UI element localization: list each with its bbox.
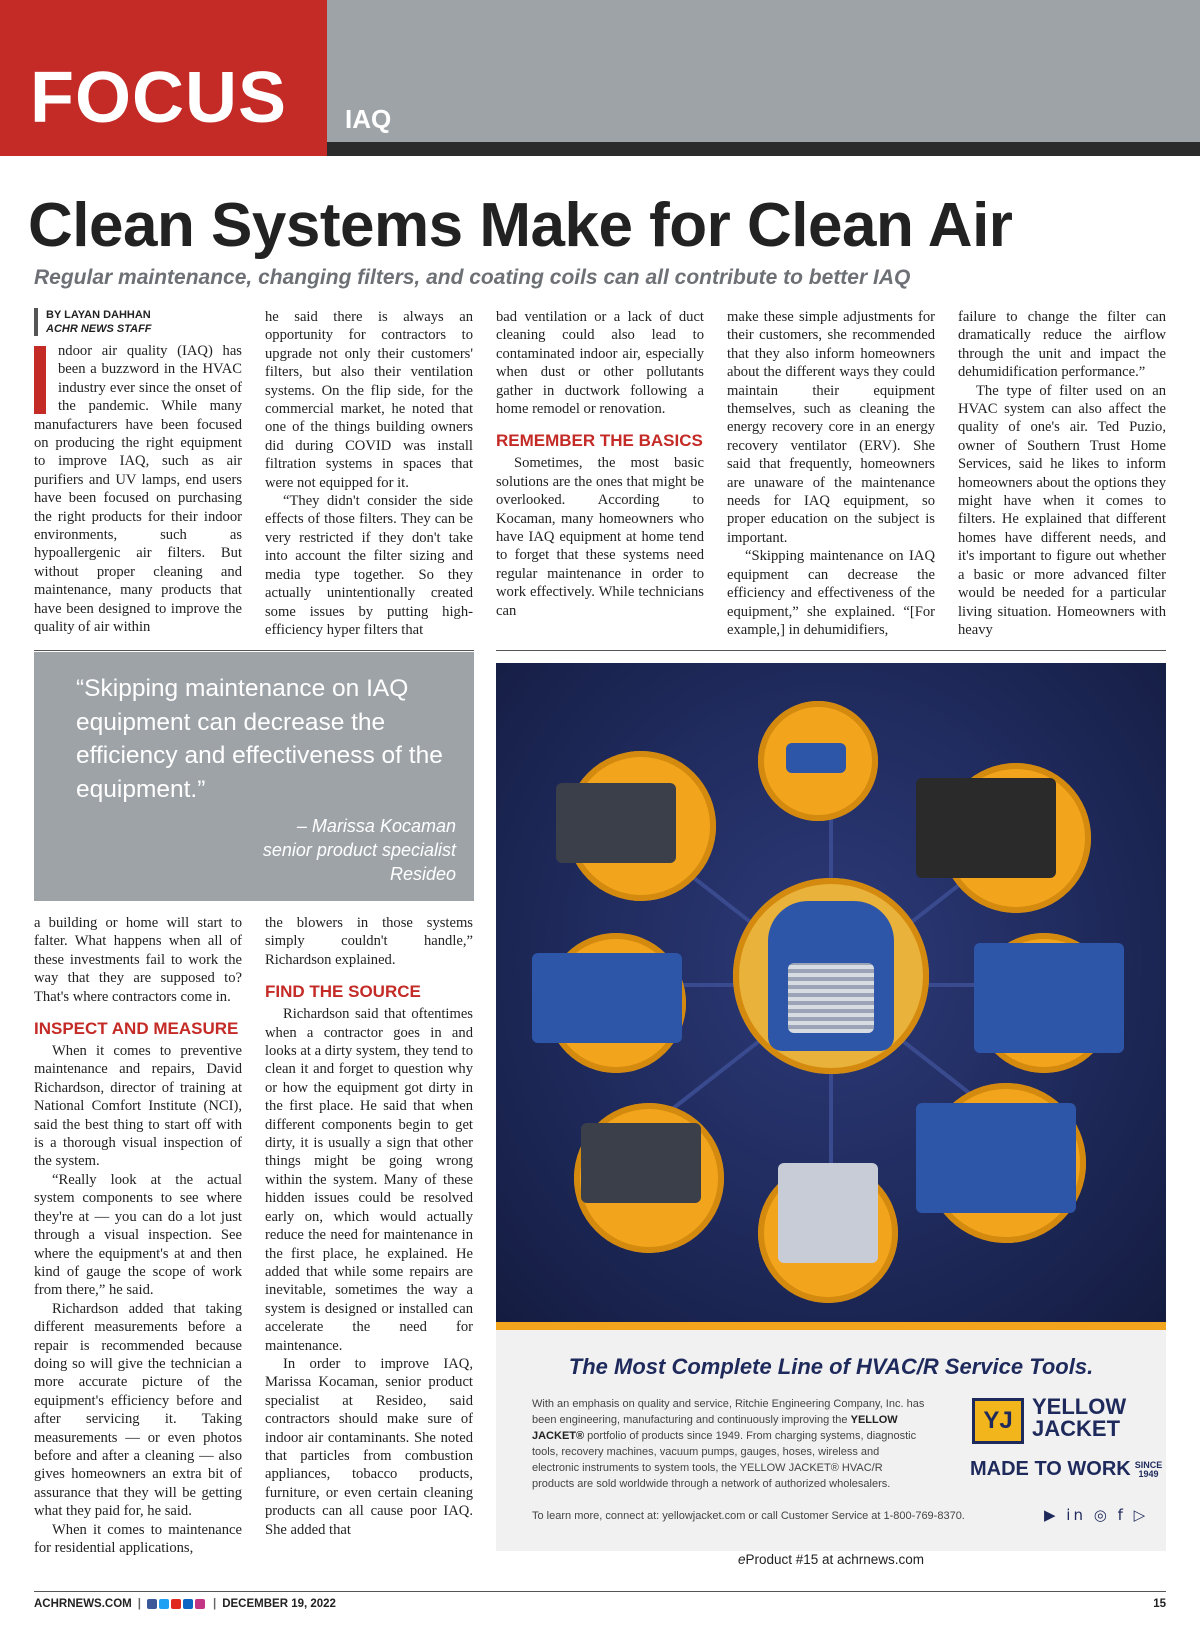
pull-quote-name: – Marissa Kocaman <box>296 816 456 836</box>
yellow-jacket-wordmark <box>1032 1396 1126 1440</box>
ad-contact: To learn more, connect at: yellowjacket.com or call Customer Service at 1-800-769-8370. <box>532 1510 965 1522</box>
focus-label: FOCUS <box>30 58 287 138</box>
pull-quote-text: “Skipping maintenance on IAQ equipment can decrease the efficiency and effectiveness of the equipment.” <box>76 675 443 803</box>
coupler-case-icon <box>974 943 1124 1053</box>
column-2-bottom <box>265 914 473 1539</box>
paragraph: In order to improve IAQ, Marissa Kocaman, senior product specialist at Resideo, said contractors should make sure of indoor air contaminants. She noted that particles from combustion appliances, tobacco products, furniture, or even certain cleaning products can all cause poor IAQ. She added that <box>265 1355 473 1538</box>
paragraph: make these simple adjustments for their customers, she recommended that they also inform homeowners about the different ways they could maintain their equipment themselves, such as cleaning the energy recovery core in an energy recovery ventilator (ERV). She said that frequently, homeowners are unaware of the maintenance needs for IAQ equipment, so proper education on the subject is important. <box>727 309 935 546</box>
section-banner <box>327 0 1200 142</box>
ad-title: The Most Complete Line of HVAC/R Service Tools. <box>568 1354 1094 1379</box>
since-label: SINCE <box>1134 1459 1163 1470</box>
paragraph: “Skipping maintenance on IAQ equipment can decrease the efficiency and effectiveness of the equipment,” she explained. “[For example,] in dehumidifiers, <box>727 548 935 638</box>
vacuum-pump-2-icon <box>581 1123 701 1203</box>
ad-stripe <box>496 1322 1166 1330</box>
vacuum-pump-icon <box>556 783 676 863</box>
divider <box>496 650 1166 651</box>
divider <box>34 650 474 651</box>
paragraph: “Really look at the actual system components to see where they're at — you can do a lot just through a visual inspection. See where the equipment's at and then kind of gauge the scope of work from there,” he said. <box>34 1171 242 1299</box>
page-footer <box>34 1598 1166 1610</box>
paragraph: the blowers in those systems simply couldn't handle,” Richardson explained. <box>265 915 473 968</box>
eproduct-link[interactable] <box>496 1552 1166 1567</box>
ad-body <box>532 1396 927 1492</box>
yellow-jacket-logo-icon: YJ <box>972 1398 1024 1444</box>
made-to-work-tagline <box>970 1458 1162 1481</box>
byline <box>34 308 242 336</box>
since-year: 1949 <box>1138 1468 1159 1479</box>
logo-line: JACKET <box>1032 1416 1121 1441</box>
page-number: 15 <box>1153 1598 1166 1610</box>
footer-separator: | <box>212 1598 217 1610</box>
pull-quote-company: Resideo <box>389 864 456 884</box>
tagline-text: MADE TO WORK <box>970 1458 1131 1480</box>
column-2-top <box>265 308 473 639</box>
twitter-icon[interactable] <box>159 1599 169 1609</box>
paragraph: When it comes to maintenance for residential applications, <box>34 1521 242 1556</box>
footer-date: DECEMBER 19, 2022 <box>222 1598 336 1610</box>
footer-rule <box>34 1591 1166 1592</box>
pull-quote-attribution <box>76 814 456 886</box>
column-3-top <box>496 308 704 620</box>
pull-quote-title: senior product specialist <box>262 840 456 860</box>
article-deck: Regular maintenance, changing filters, and coating coils can all contribute to better IAQ <box>34 266 911 289</box>
column-4-top <box>727 308 935 639</box>
tool-kit-case-icon <box>916 1103 1076 1213</box>
since-badge <box>1135 1461 1163 1479</box>
banner-underline <box>327 142 1200 156</box>
drop-cap <box>34 346 46 414</box>
byline-author: BY LAYAN DAHHAN <box>46 309 151 321</box>
article-headline: Clean Systems Make for Clean Air <box>28 191 1013 260</box>
paragraph: Richardson added that taking different measurements before a repair is recommended because doing so will give the technician a more accurate picture of the equipment's efficiency before and after servicing it. Taking measurements — or even photos before and after a cleaning — also gives homeowners an extra bit of assurance that they will be getting what they paid for, he said. <box>34 1300 242 1520</box>
column-1-top <box>34 308 242 637</box>
eproduct-text: Product #15 at achrnews.com <box>745 1552 925 1567</box>
subhead-find-source: FIND THE SOURCE <box>265 982 421 1002</box>
paragraph: “They didn't consider the side effects of those filters. They can be very restricted if they don't take into account the filter sizing and media type together. So they actually unintentionally created some issues by putting high-efficiency hyper filters that <box>265 493 473 638</box>
paragraph: The type of filter used on an HVAC system can also affect the quality of one's air. Ted Puzio, owner of Southern Trust Home Services, said he likes to inform homeowners about the options they might have when it comes to filters. He explained that different homes have different needs, and it's important to figure out whether a basic or more advanced filter would be needed for a particular living situation. Homeowners with heavy <box>958 382 1166 638</box>
flaring-tool-kit-icon <box>532 953 682 1043</box>
footer-site[interactable]: ACHRNEWS.COM <box>34 1598 132 1610</box>
ad-social-icons[interactable]: ▶ in ◎ f ▷ <box>1044 1506 1149 1524</box>
advertisement-image <box>496 663 1166 1322</box>
eproduct-prefix: e <box>737 1552 746 1567</box>
subhead-inspect-measure: INSPECT AND MEASURE <box>34 1019 239 1039</box>
column-5-top <box>958 308 1166 639</box>
subhead-remember-basics: REMEMBER THE BASICS <box>496 431 703 451</box>
facebook-icon[interactable] <box>147 1599 157 1609</box>
ad-copy-panel <box>496 1330 1166 1551</box>
paragraph: failure to change the filter can dramatically reduce the airflow through the unit and impact the dehumidification performance.” <box>958 309 1166 381</box>
paragraph: ndoor air quality (IAQ) has been a buzzword in the HVAC industry ever since the onset of the pandemic. While many manufacturers have been focused on producing the right equipment to improve IAQ, such as air purifiers and UV lamps, end users have been focused on purchasing the right products for their indoor environments, such as hypoallergenic air filters. But without proper cleaning and maintenance, many products that have been designed to improve the quality of air within <box>34 343 242 636</box>
paragraph: Sometimes, the most basic solutions are the ones that might be overlooked. According to Kocaman, many homeowners who have IAQ equipment at home tend to forget that these systems need regular maintenance in order to work effectively. While technicians can <box>496 455 704 619</box>
pull-quote <box>34 652 474 901</box>
youtube-icon[interactable] <box>171 1599 181 1609</box>
ad-body-text: With an emphasis on quality and service, Ritchie Engineering Company, Inc. has been engineering, manufacturing and continuously improving the <box>532 1398 925 1426</box>
ad-body-brand: YELLOW JACKET® <box>532 1414 898 1442</box>
paragraph: bad ventilation or a lack of duct cleaning could also lead to contaminated indoor air, especially when dust or other pollutants gather in ductwork following a home remodel or renovation. <box>496 309 704 418</box>
paragraph: he said there is always an opportunity for contractors to upgrade not only their customers' filters, but also their ventilation systems. On the flip side, for the commercial market, he noted that one of the things building owners did during COVID was install filtration systems in spaces that were not equipped for it. <box>265 309 473 491</box>
ad-body-text: portfolio of products since 1949. From charging systems, diagnostic tools, recovery machines, vacuum pumps, gauges, hoses, wireless and electronic instruments to system tools, the YELLOW JACKET® HVAC/R products are sold worldwide through a network of authorized wholesalers. <box>532 1430 917 1490</box>
logo-line: YELLOW <box>1032 1394 1127 1419</box>
gauge-case-icon <box>916 778 1056 878</box>
manifold-gauge-icon <box>778 1163 878 1263</box>
linkedin-icon[interactable] <box>183 1599 193 1609</box>
section-label: IAQ <box>345 104 392 134</box>
clamp-meter-icon <box>786 743 846 773</box>
column-1-bottom <box>34 914 242 1557</box>
instagram-icon[interactable] <box>195 1599 205 1609</box>
paragraph: When it comes to preventive maintenance and repairs, David Richardson, director of training at National Comfort Institute (NCI), said the best thing to start off with is a thorough visual inspection of the system. <box>34 1043 242 1170</box>
machine-grille-icon <box>788 963 874 1033</box>
byline-staff: ACHR NEWS STAFF <box>46 323 152 335</box>
footer-separator: | <box>137 1598 141 1610</box>
paragraph: Richardson said that oftentimes when a contractor goes in and looks at a dirty system, they tend to clean it and forget to question why or how the equipment got dirty in the first place. He said that when different components begin to get dirty, it is usually a sign that other things might be going wrong within the system. Many of these hidden issues could be resolved early on, which would actually reduce the need for maintenance in the first place, he explained. He added that while some repairs are inevitable, sometimes the way a system is designed or installed can accelerate the need for maintenance. <box>265 1006 473 1354</box>
paragraph: a building or home will start to falter. What happens when all of these investments fail to work the way that they are supposed to? That's where contractors come in. <box>34 915 242 1005</box>
